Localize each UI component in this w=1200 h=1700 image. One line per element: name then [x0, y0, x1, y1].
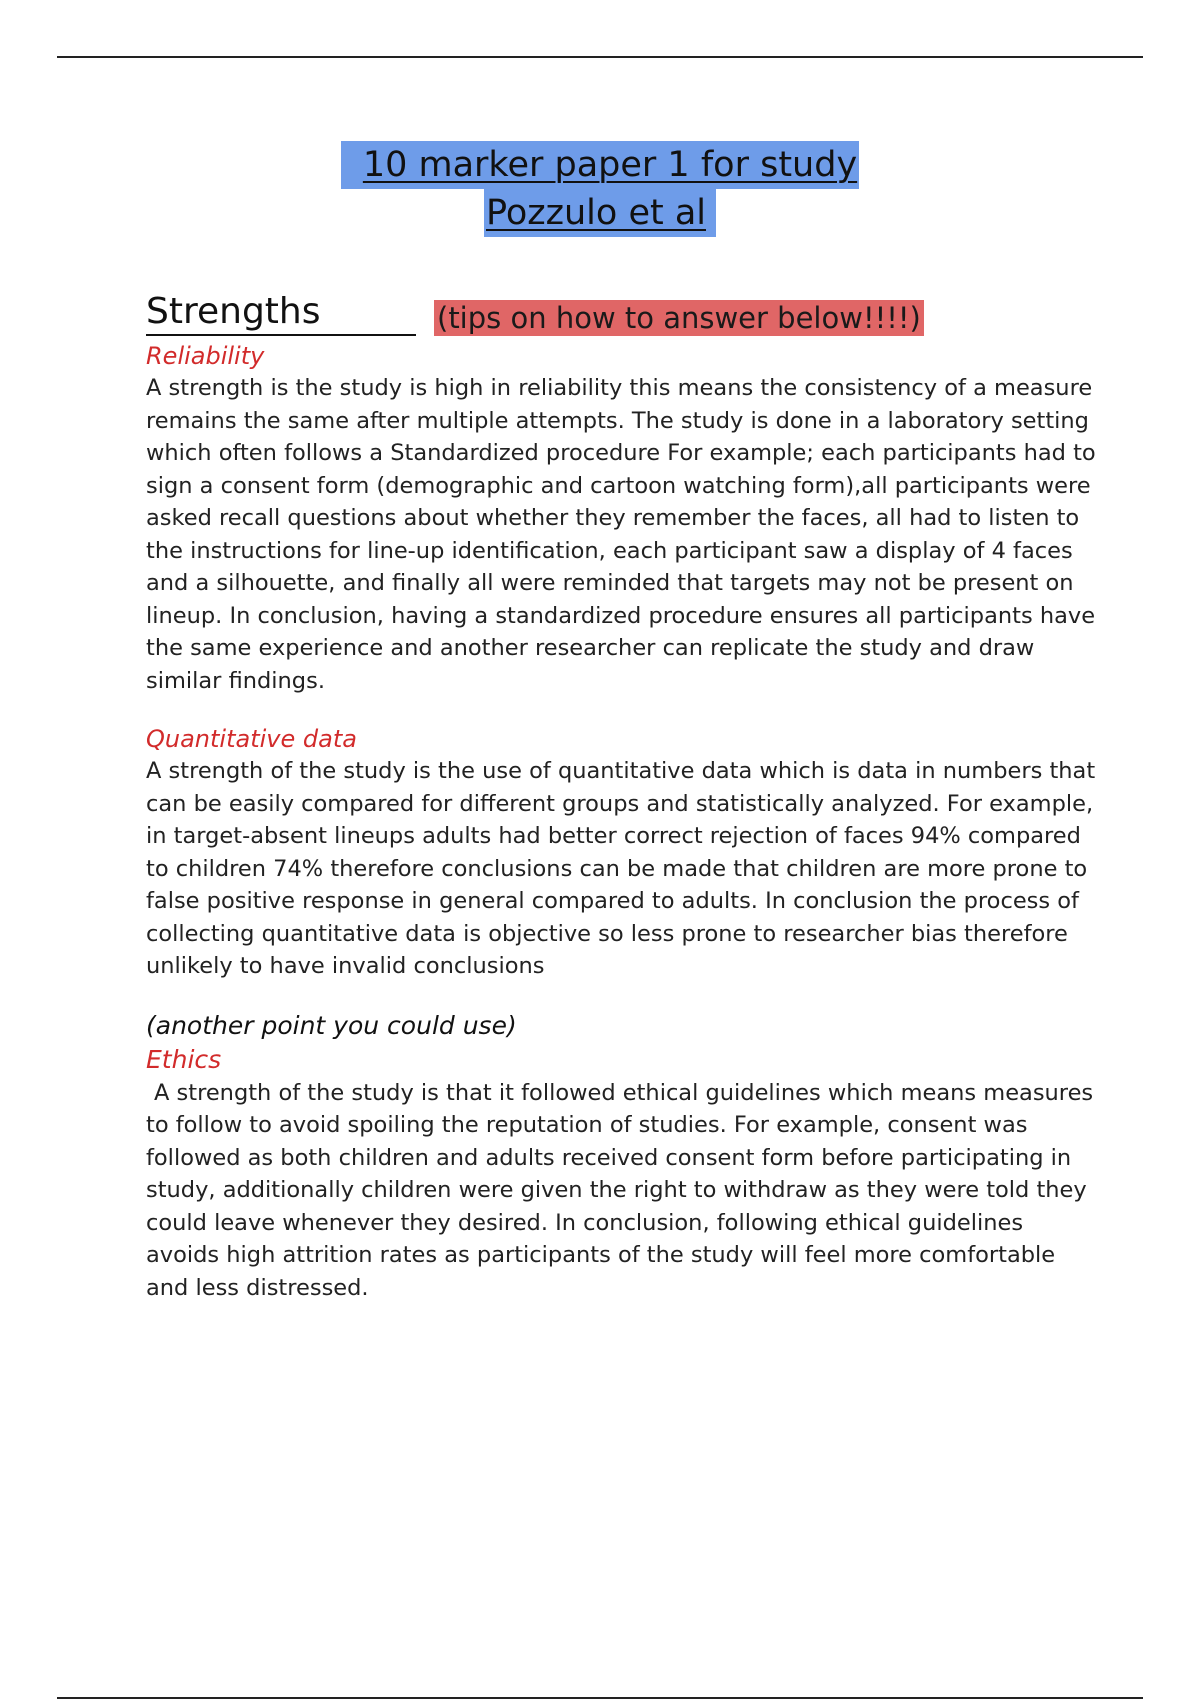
another-point-note: (another point you could use): [146, 1010, 517, 1040]
document-title: [0, 141, 1200, 237]
paragraph-reliability: A strength is the study is high in reliability this means the consistency of a measure remains the same after multiple attempts. The study is done in a laboratory setting which often follows a Standardized procedure For example; each participants had to sign a consent form (demographic and cartoon watching form),all participants were asked recall questions about whether they remember the faces, all had to listen to the instructions for line-up identification, each participant saw a display of 4 faces and a silhouette, and finally all were reminded that targets may not be present on lineup. In conclusion, having a standardized procedure ensures all participants have the same experience and another researcher can replicate the study and draw similar findings.: [146, 375, 1096, 694]
document-body: [146, 292, 1096, 1304]
strengths-heading: Strengths: [146, 290, 416, 336]
section-title-reliability: Reliability: [146, 342, 265, 370]
paragraph-quantitative-data: A strength of the study is the use of quantitative data which is data in numbers that can be easily compared for different groups and statistically analyzed. For example, in target-absent lineups adults had better correct rejection of faces 94% compared to children 74% therefore conclusions can be made that children are more prone to false positive response in general compared to adults. In conclusion the process of collecting quantitative data is objective so less prone to researcher bias therefore unlikely to have invalid conclusions: [146, 758, 1096, 979]
page-bottom-rule: [57, 1697, 1143, 1699]
title-line-2: Pozzulo et al: [484, 189, 716, 237]
strengths-header-row: [146, 292, 1096, 336]
section-title-ethics: Ethics: [146, 1044, 222, 1074]
tips-note: (tips on how to answer below!!!!): [434, 300, 924, 336]
section-title-quantitative-data: Quantitative data: [146, 725, 357, 753]
title-line-1: 10 marker paper 1 for study: [341, 141, 859, 189]
paragraph-ethics: A strength of the study is that it followed ethical guidelines which means measures to follow to avoid spoiling the reputation of studies. For example, consent was followed as both children and adults received consent form before participating in study, additionally children were given the right to withdraw as they were told they could leave whenever they desired. In conclusion, following ethical guidelines avoids high attrition rates as participants of the study will feel more comfortable and less distressed.: [146, 1079, 1094, 1301]
page-top-rule: [57, 56, 1143, 58]
